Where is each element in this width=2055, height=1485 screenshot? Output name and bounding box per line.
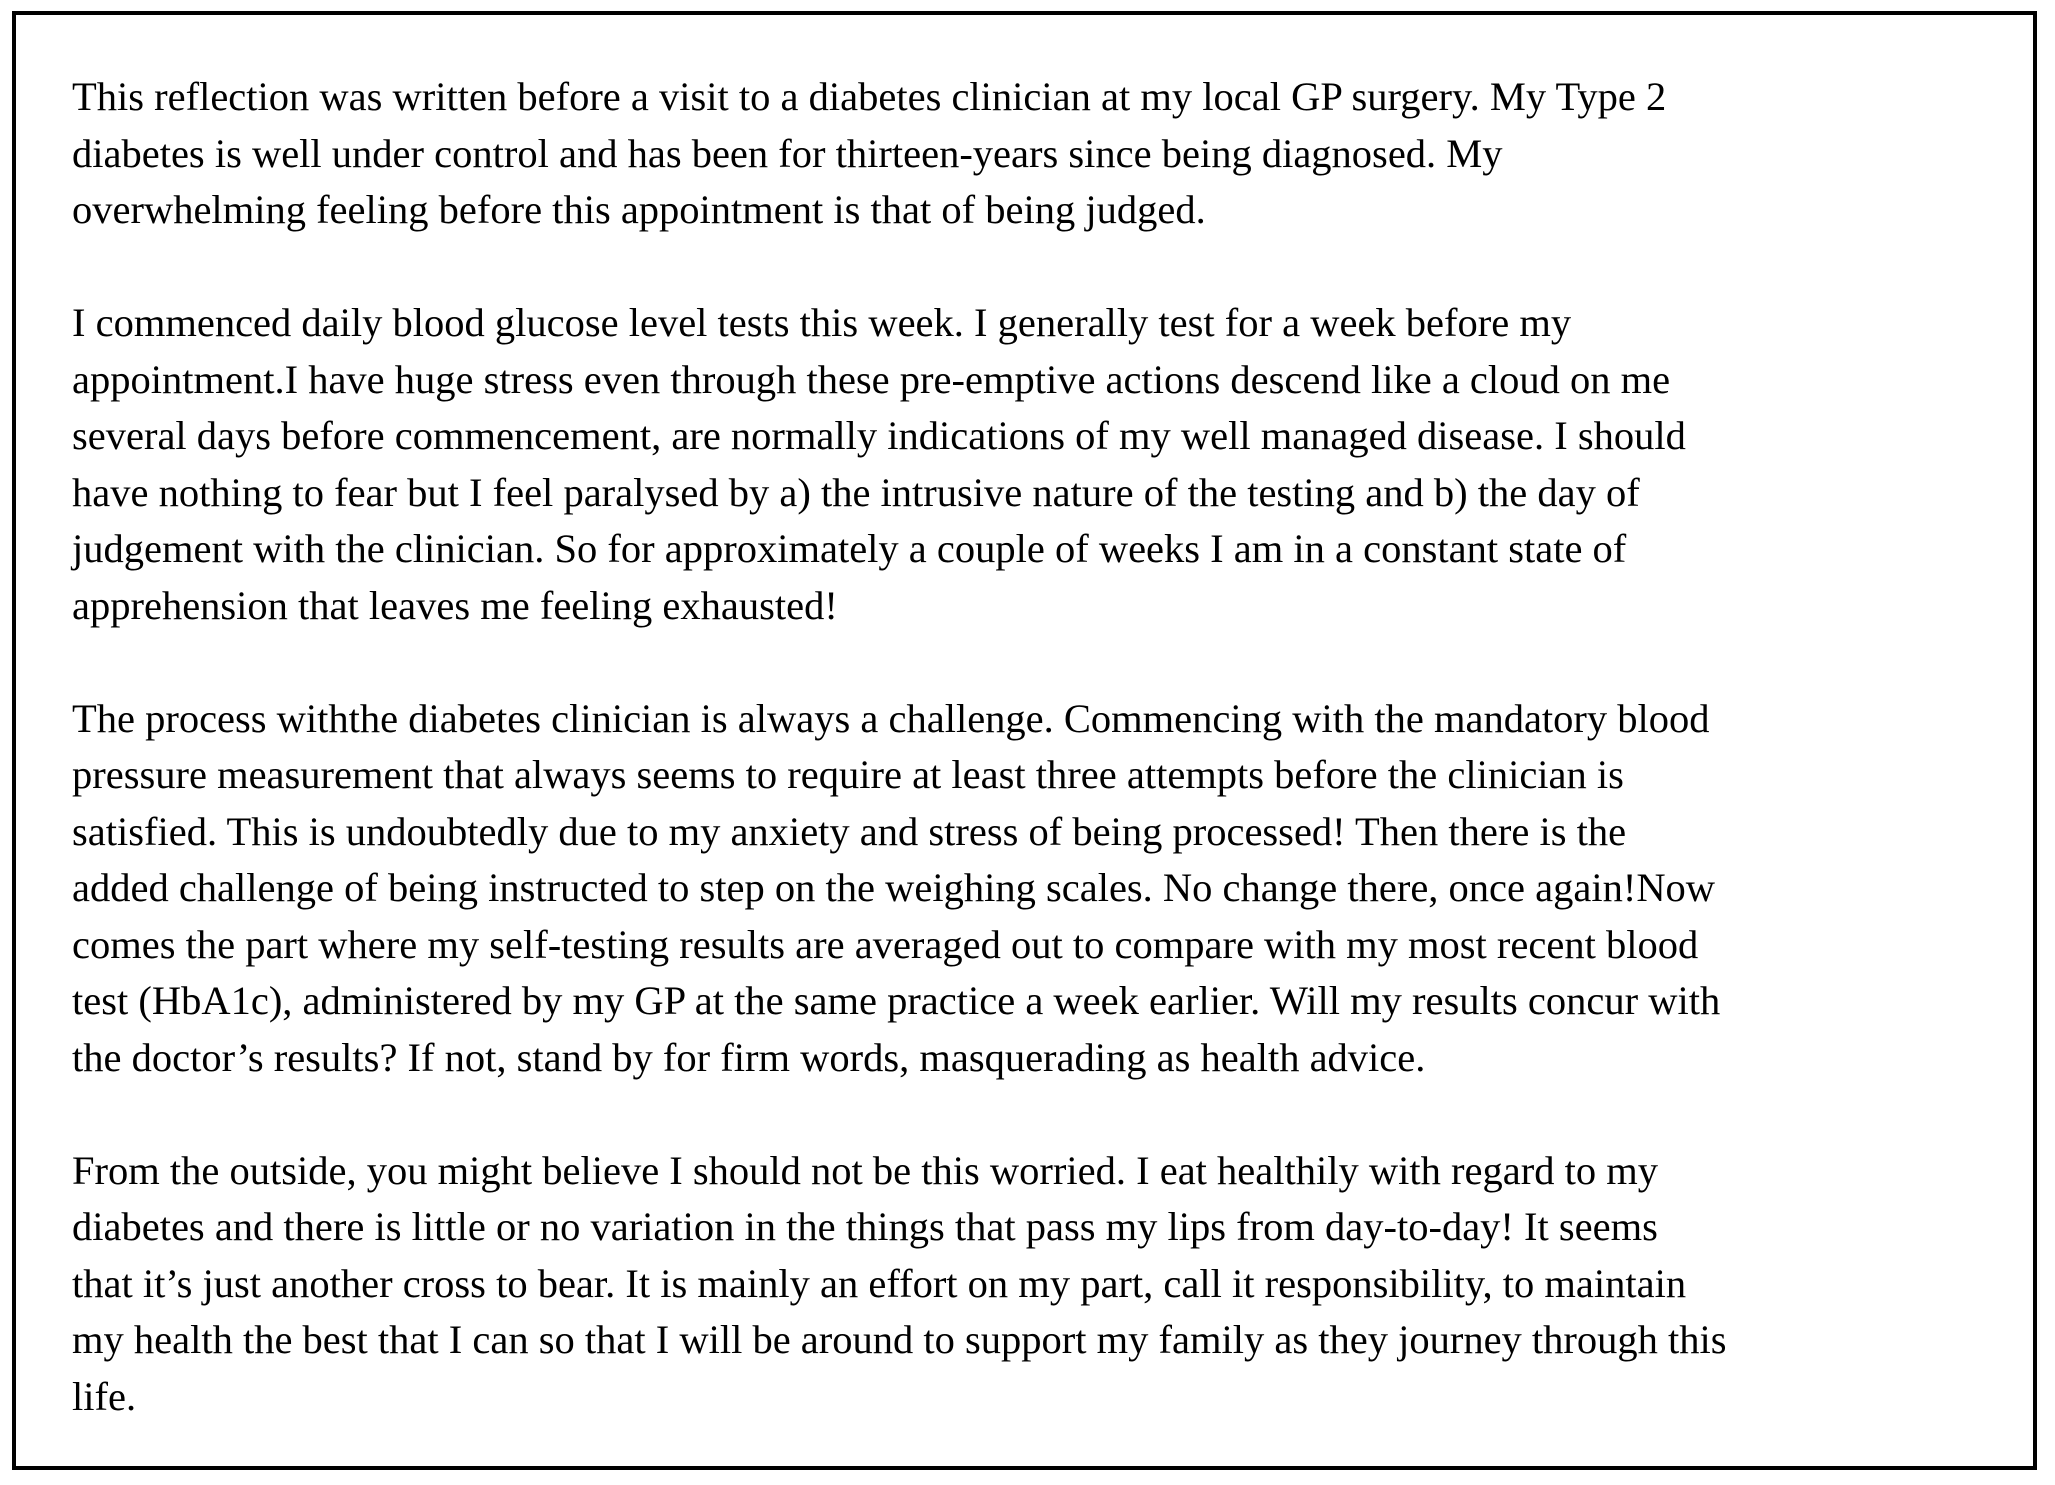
document-body xyxy=(72,69,2024,1425)
text-line: The process withthe diabetes clinician is always a challenge. Commencing with the mandatory blood xyxy=(72,695,1710,741)
text-line: pressure measurement that always seems to require at least three attempts before the clinician is xyxy=(72,752,1624,797)
paragraph-1 xyxy=(72,69,2024,239)
text-line: comes the part where my self-testing results are averaged out to compare with my most recent blood xyxy=(72,921,1699,967)
text-line: test (HbA1c), administered by my GP at the same practice a week earlier. Will my results concur with xyxy=(72,978,1721,1023)
text-line: the doctor’s results? If not, stand by for firm words, masquerading as health advice. xyxy=(72,1034,1426,1080)
text-line: apprehension that leaves me feeling exhausted! xyxy=(72,582,838,628)
text-line: diabetes is well under control and has been for thirteen-years since being diagnosed. My xyxy=(72,130,1503,176)
paragraph-spacer xyxy=(72,239,2024,296)
text-line: I commenced daily blood glucose level tests this week. I generally test for a week before my xyxy=(72,300,1572,345)
text-line: judgement with the clinician. So for approximately a couple of weeks I am in a constant state of xyxy=(72,526,1627,571)
text-line: appointment.I have huge stress even through these pre-emptive actions descend like a cloud on me xyxy=(72,356,1671,402)
document-frame xyxy=(12,11,2037,1470)
paragraph-2 xyxy=(72,295,2024,634)
paragraph-4 xyxy=(72,1143,2024,1426)
paragraph-3 xyxy=(72,691,2024,1087)
text-line: From the outside, you might believe I should not be this worried. I eat healthily with regard to my xyxy=(72,1147,1658,1193)
text-line: life. xyxy=(72,1373,137,1419)
text-line: have nothing to fear but I feel paralysed by a) the intrusive nature of the testing and b) the day of xyxy=(72,469,1640,515)
text-line: diabetes and there is little or no variation in the things that pass my lips from day-to-day! It seems xyxy=(72,1204,1658,1249)
text-line: satisfied. This is undoubtedly due to my anxiety and stress of being processed! Then there is the xyxy=(72,808,1627,854)
paragraph-spacer xyxy=(72,1086,2024,1143)
text-line: that it’s just another cross to bear. It is mainly an effort on my part, call it responsibility, to maintain xyxy=(72,1260,1687,1306)
text-line: overwhelming feeling before this appointment is that of being judged. xyxy=(72,187,1206,232)
text-line: several days before commencement, are normally indications of my well managed disease. I should xyxy=(72,413,1686,458)
text-line: my health the best that I can so that I will be around to support my family as they journey through this xyxy=(72,1317,1727,1362)
text-line: added challenge of being instructed to step on the weighing scales. No change there, once again!Now xyxy=(72,865,1716,910)
text-line: This reflection was written before a visit to a diabetes clinician at my local GP surgery. My Type 2 xyxy=(72,74,1667,119)
paragraph-spacer xyxy=(72,634,2024,691)
